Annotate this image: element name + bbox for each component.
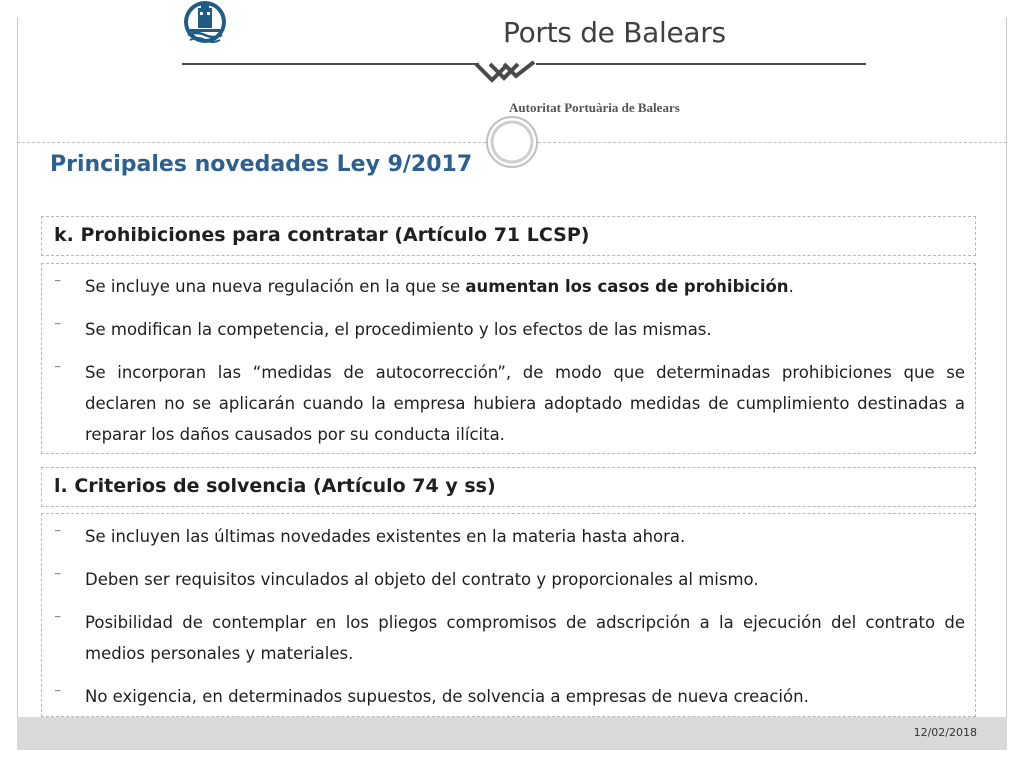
bullet-dash-icon: ⁻	[54, 362, 62, 378]
list-item-text: Se incluyen las últimas novedades existentes en la materia hasta ahora.	[85, 527, 686, 546]
list-item	[54, 564, 965, 595]
list-item-text: Deben ser requisitos vinculados al objeto del contrato y proporcionales al mismo.	[85, 570, 759, 589]
bullet-dash-icon: ⁻	[54, 612, 62, 628]
list-item	[54, 271, 965, 302]
page-title: Principales novedades Ley 9/2017	[50, 152, 473, 177]
brand-divider-right	[536, 63, 866, 65]
bullet-dash-icon: ⁻	[54, 276, 62, 292]
list-item-text: No exigencia, en determinados supuestos, de solvencia a empresas de nueva creación.	[85, 687, 809, 706]
bullet-dash-icon: ⁻	[54, 569, 62, 585]
footer-date: 12/02/2018	[913, 726, 977, 739]
brand-title: Ports de Balears	[503, 16, 726, 49]
footer-bar	[17, 717, 1007, 750]
section-heading-prohibiciones: k. Prohibiciones para contratar (Artículo 71 LCSP)	[41, 216, 976, 256]
list-item-text: Posibilidad de contemplar en los pliegos compromisos de adscripción a la ejecución del contrato de medios personales y materiales.	[85, 613, 965, 663]
brand-waves-icon	[472, 58, 542, 88]
list-item	[54, 314, 965, 345]
bullet-dash-icon: ⁻	[54, 319, 62, 335]
bullet-dash-icon: ⁻	[54, 686, 62, 702]
bullet-list-solvencia	[41, 513, 976, 717]
list-item	[54, 607, 965, 669]
section-heading-solvencia: l. Criterios de solvencia (Artículo 74 y ss)	[41, 467, 976, 507]
list-item-emphasis: aumentan los casos de prohibición	[465, 277, 789, 296]
bullet-list-prohibiciones	[41, 263, 976, 454]
list-item-text: Se incluye una nueva regulación en la que se	[85, 277, 466, 296]
brand-divider-left	[182, 63, 479, 65]
list-item-text: Se modifican la competencia, el procedimiento y los efectos de las mismas.	[85, 320, 712, 339]
bullet-dash-icon: ⁻	[54, 526, 62, 542]
list-item	[54, 521, 965, 552]
port-authority-emblem-icon	[180, 0, 230, 46]
brand-subtitle: Autoritat Portuària de Balears	[509, 100, 680, 115]
list-item-text: Se incorporan las “medidas de autocorrección”, de modo que determinadas prohibiciones que se declaren no se aplicarán cuando la empresa hubiera adoptado medidas de cumplimiento destinadas a reparar los daños causados por su conducta ilícita.	[85, 363, 965, 444]
list-item-text-end: .	[788, 277, 794, 296]
list-item	[54, 357, 965, 450]
ring-icon	[485, 115, 539, 169]
list-item	[54, 681, 965, 712]
